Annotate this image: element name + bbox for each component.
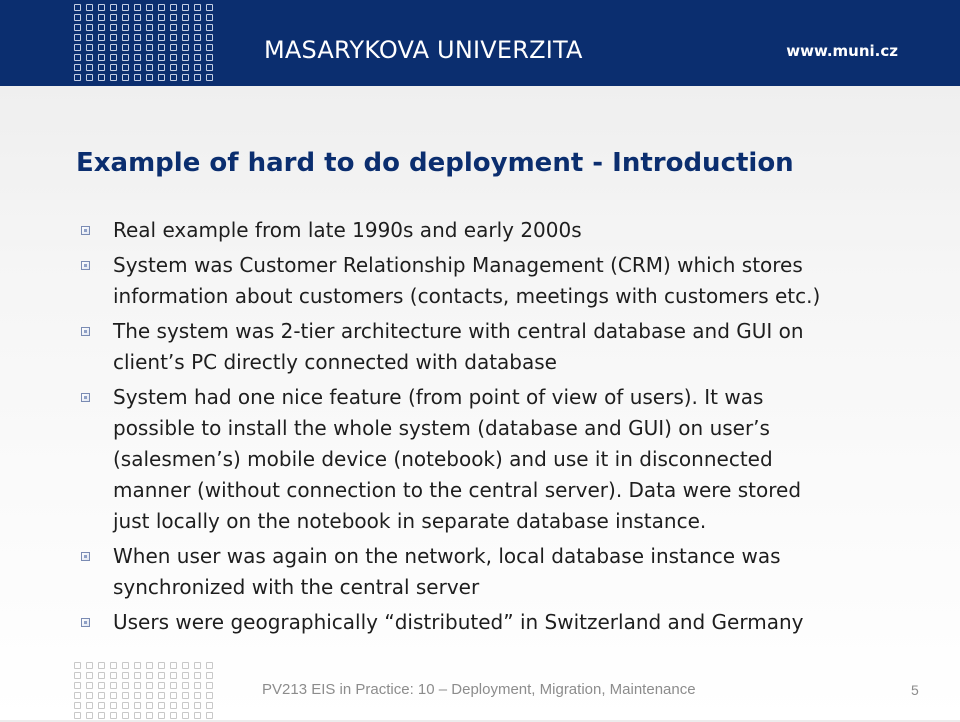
bullet-line: Real example from late 1990s and early 2000s [113, 218, 582, 242]
grid-dot [182, 74, 189, 81]
grid-dot [146, 692, 153, 699]
grid-dot [146, 682, 153, 689]
grid-dot [98, 34, 105, 41]
grid-dot [170, 14, 177, 21]
grid-dot [158, 702, 165, 709]
grid-dot [170, 682, 177, 689]
grid-dot [122, 4, 129, 11]
grid-dot [74, 54, 81, 61]
grid-dot [206, 24, 213, 31]
grid-dot [170, 34, 177, 41]
grid-dot [110, 712, 117, 719]
grid-dot [134, 672, 141, 679]
grid-dot [158, 34, 165, 41]
bullet-list [78, 215, 918, 638]
grid-dot [146, 74, 153, 81]
grid-dot [170, 702, 177, 709]
square-bullet-icon [81, 552, 90, 561]
bullet-line: When user was again on the network, local database instance was [113, 544, 781, 568]
square-bullet-icon [81, 261, 90, 270]
grid-dot [158, 44, 165, 51]
bullet-line: Users were geographically “distributed” in Switzerland and Germany [113, 610, 804, 634]
grid-dot [74, 672, 81, 679]
grid-dot [158, 712, 165, 719]
grid-dot [134, 712, 141, 719]
grid-dot [98, 24, 105, 31]
bullet-line: just locally on the notebook in separate database instance. [113, 509, 707, 533]
university-url: www.muni.cz [786, 42, 898, 60]
grid-dot [98, 54, 105, 61]
grid-dot [206, 74, 213, 81]
grid-dot [122, 712, 129, 719]
grid-dot [182, 712, 189, 719]
grid-dot [86, 34, 93, 41]
grid-dot [206, 692, 213, 699]
bullet-line: manner (without connection to the central server). Data were stored [113, 478, 802, 502]
grid-dot [194, 702, 201, 709]
grid-dot [146, 54, 153, 61]
grid-dot [86, 702, 93, 709]
grid-dot [134, 692, 141, 699]
bullet-line: System was Customer Relationship Management (CRM) which stores [113, 253, 803, 277]
grid-dot [134, 662, 141, 669]
grid-dot [206, 54, 213, 61]
grid-dot [122, 44, 129, 51]
grid-dot [158, 662, 165, 669]
grid-dot [134, 74, 141, 81]
grid-dot [86, 54, 93, 61]
grid-dot [194, 54, 201, 61]
grid-dot [146, 712, 153, 719]
grid-dot [122, 672, 129, 679]
grid-dot [182, 44, 189, 51]
grid-dot [170, 672, 177, 679]
grid-dot [158, 692, 165, 699]
grid-dot [110, 44, 117, 51]
grid-dot [86, 4, 93, 11]
grid-dot [182, 14, 189, 21]
grid-dot [86, 24, 93, 31]
grid-dot [110, 4, 117, 11]
bullet-line: synchronized with the central server [113, 575, 480, 599]
grid-dot [206, 4, 213, 11]
grid-dot [122, 14, 129, 21]
grid-dot [110, 692, 117, 699]
grid-dot [170, 4, 177, 11]
grid-dot [182, 672, 189, 679]
square-bullet-icon [81, 226, 90, 235]
grid-dot [146, 662, 153, 669]
grid-dot [158, 682, 165, 689]
grid-dot [98, 14, 105, 21]
grid-dot [194, 682, 201, 689]
square-bullet-icon [81, 618, 90, 627]
grid-dot [86, 692, 93, 699]
grid-dot [194, 672, 201, 679]
grid-dot [170, 44, 177, 51]
grid-dot [86, 44, 93, 51]
grid-dot [134, 34, 141, 41]
grid-dot [146, 44, 153, 51]
grid-dot [110, 14, 117, 21]
grid-dot [86, 14, 93, 21]
grid-dot [122, 34, 129, 41]
grid-dot [134, 24, 141, 31]
grid-dot [74, 692, 81, 699]
grid-dot [170, 662, 177, 669]
grid-dot [86, 662, 93, 669]
bullet-item [78, 316, 918, 378]
grid-dot [182, 24, 189, 31]
grid-dot [194, 44, 201, 51]
grid-dot [206, 702, 213, 709]
grid-dot [74, 4, 81, 11]
grid-dot [146, 34, 153, 41]
grid-dot [182, 692, 189, 699]
bullet-line: client’s PC directly connected with database [113, 350, 557, 374]
grid-dot [134, 64, 141, 71]
grid-dot [170, 24, 177, 31]
grid-dot [134, 682, 141, 689]
grid-dot [74, 24, 81, 31]
grid-dot [74, 44, 81, 51]
grid-dot [86, 682, 93, 689]
grid-dot [158, 64, 165, 71]
grid-dot [206, 682, 213, 689]
grid-dot [110, 662, 117, 669]
grid-dot [74, 682, 81, 689]
grid-dot [158, 14, 165, 21]
grid-dot [74, 662, 81, 669]
grid-dot [98, 682, 105, 689]
grid-dot [98, 74, 105, 81]
grid-dot [206, 672, 213, 679]
grid-dot [122, 662, 129, 669]
grid-dot [194, 74, 201, 81]
grid-dot [122, 74, 129, 81]
university-logo-dot-grid-icon [74, 4, 218, 84]
grid-dot [170, 74, 177, 81]
grid-dot [170, 64, 177, 71]
grid-dot [86, 712, 93, 719]
grid-dot [170, 712, 177, 719]
square-bullet-icon [81, 327, 90, 336]
grid-dot [122, 64, 129, 71]
grid-dot [74, 34, 81, 41]
grid-dot [122, 702, 129, 709]
grid-dot [206, 662, 213, 669]
page-number: 5 [911, 682, 919, 698]
grid-dot [110, 682, 117, 689]
bullet-item [78, 250, 918, 312]
grid-dot [110, 34, 117, 41]
grid-dot [74, 74, 81, 81]
grid-dot [182, 682, 189, 689]
grid-dot [206, 44, 213, 51]
bullet-item [78, 382, 918, 537]
grid-dot [98, 712, 105, 719]
grid-dot [110, 702, 117, 709]
grid-dot [194, 64, 201, 71]
bullet-line: System had one nice feature (from point of view of users). It was [113, 385, 764, 409]
grid-dot [110, 64, 117, 71]
grid-dot [194, 14, 201, 21]
grid-dot [98, 64, 105, 71]
grid-dot [98, 672, 105, 679]
grid-dot [182, 702, 189, 709]
grid-dot [182, 4, 189, 11]
grid-dot [194, 712, 201, 719]
grid-dot [74, 64, 81, 71]
grid-dot [194, 24, 201, 31]
grid-dot [182, 662, 189, 669]
grid-dot [194, 34, 201, 41]
grid-dot [134, 54, 141, 61]
grid-dot [158, 672, 165, 679]
grid-dot [206, 712, 213, 719]
bullet-item [78, 607, 918, 638]
grid-dot [134, 44, 141, 51]
grid-dot [110, 24, 117, 31]
grid-dot [74, 712, 81, 719]
grid-dot [110, 54, 117, 61]
grid-dot [98, 692, 105, 699]
grid-dot [86, 74, 93, 81]
bullet-item [78, 215, 918, 246]
grid-dot [146, 702, 153, 709]
bullet-line: (salesmen’s) mobile device (notebook) and use it in disconnected [113, 447, 773, 471]
grid-dot [110, 672, 117, 679]
grid-dot [122, 54, 129, 61]
grid-dot [146, 4, 153, 11]
grid-dot [170, 692, 177, 699]
header-bar [0, 0, 960, 86]
grid-dot [146, 64, 153, 71]
grid-dot [86, 64, 93, 71]
grid-dot [158, 24, 165, 31]
grid-dot [182, 34, 189, 41]
grid-dot [134, 14, 141, 21]
grid-dot [146, 14, 153, 21]
grid-dot [158, 74, 165, 81]
grid-dot [182, 64, 189, 71]
grid-dot [182, 54, 189, 61]
bullet-line: possible to install the whole system (database and GUI) on user’s [113, 416, 770, 440]
grid-dot [98, 702, 105, 709]
square-bullet-icon [81, 393, 90, 402]
grid-dot [74, 14, 81, 21]
grid-dot [98, 662, 105, 669]
grid-dot [122, 24, 129, 31]
grid-dot [74, 702, 81, 709]
grid-dot [122, 692, 129, 699]
grid-dot [158, 4, 165, 11]
grid-dot [206, 64, 213, 71]
bullet-line: The system was 2-tier architecture with central database and GUI on [113, 319, 804, 343]
grid-dot [194, 662, 201, 669]
slide-title: Example of hard to do deployment - Introduction [76, 148, 794, 178]
grid-dot [194, 4, 201, 11]
grid-dot [134, 4, 141, 11]
grid-dot [170, 54, 177, 61]
grid-dot [194, 692, 201, 699]
bullet-line: information about customers (contacts, meetings with customers etc.) [113, 284, 821, 308]
grid-dot [86, 672, 93, 679]
grid-dot [98, 4, 105, 11]
grid-dot [206, 14, 213, 21]
grid-dot [146, 672, 153, 679]
grid-dot [206, 34, 213, 41]
grid-dot [110, 74, 117, 81]
grid-dot [122, 682, 129, 689]
grid-dot [98, 44, 105, 51]
university-name: MASARYKOVA UNIVERZITA [264, 36, 583, 64]
grid-dot [134, 702, 141, 709]
footer-course-title: PV213 EIS in Practice: 10 – Deployment, Migration, Maintenance [262, 681, 696, 698]
grid-dot [158, 54, 165, 61]
grid-dot [146, 24, 153, 31]
footer-dot-grid-icon [74, 662, 218, 722]
bullet-item [78, 541, 918, 603]
